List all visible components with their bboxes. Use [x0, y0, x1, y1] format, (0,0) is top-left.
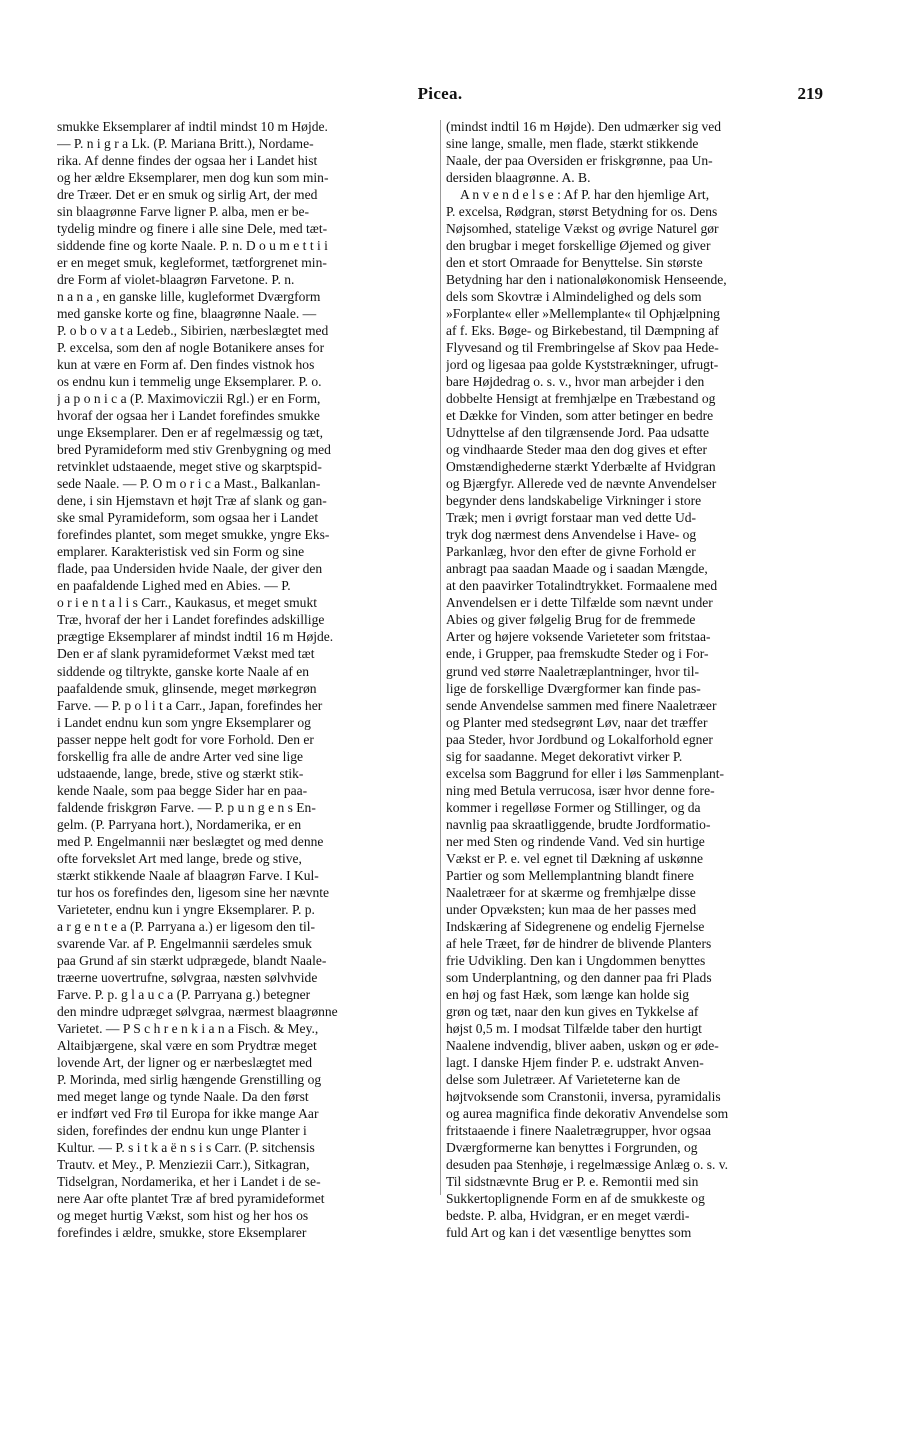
- text-line: Naale, der paa Oversiden er friskgrønne, paa Un-: [446, 153, 713, 169]
- text-line: Flyvesand og til Frembringelse af Skov paa Hede-: [446, 340, 719, 356]
- text-line: den brugbar i meget forskellige Øjemed og giver: [446, 238, 711, 254]
- text-line: med meget lange og tynde Naale. Da den først: [57, 1088, 309, 1104]
- text-line: bred Pyramideform med stiv Grenbygning og med: [57, 442, 331, 458]
- text-line: Varietet. — P S c h r e n k i a n a Fisch. & Mey.,: [57, 1020, 319, 1036]
- running-title: Picea.: [417, 84, 463, 103]
- text-line: af hele Træet, før de hindrer de blivende Planters: [446, 935, 712, 951]
- text-line: med P. Engelmannii nær beslægtet og med denne: [57, 833, 324, 849]
- text-line: siden, forefindes der endnu kun unge Planter i: [57, 1122, 307, 1138]
- text-line: passer neppe helt godt for vore Forhold. Den er: [57, 731, 314, 747]
- text-line: under Opvæksten; kun maa de her passes med: [446, 901, 697, 917]
- text-line: og meget hurtig Vækst, som hist og her hos os: [57, 1208, 309, 1223]
- text-line: grund ved større Naaletræplantninger, hvor til-: [446, 663, 700, 679]
- text-line: Naalene indvendig, bliver aaben, uskøn og er øde-: [446, 1037, 719, 1053]
- text-line: og aurea magnifica finde dekorativ Anvendelse som: [446, 1105, 729, 1121]
- right-column: [446, 118, 825, 1241]
- text-line: Tidselgran, Nordamerika, et her i Landet i de se-: [57, 1173, 321, 1189]
- text-line: paafaldende smuk, glinsende, meget mørkegrøn: [57, 680, 317, 696]
- page-number: 219: [797, 84, 823, 103]
- text-line: er indført ved Frø til Europa for ikke mange Aar: [57, 1105, 319, 1121]
- text-line: Sukkertoplignende Form en af de smukkeste og: [446, 1190, 705, 1206]
- text-line: højst 0,5 m. I modsat Tilfælde taber den hurtigt: [446, 1020, 702, 1036]
- text-line: gelm. (P. Parryana hort.), Nordamerika, er en: [57, 816, 302, 832]
- text-line: ning med Betula verrucosa, især hvor denne fore-: [446, 782, 715, 798]
- text-line: tydelig mindre og finere i alle sine Dele, med tæt-: [57, 221, 328, 237]
- text-line: udstaaende, lange, brede, stive og stærkt stik-: [57, 765, 304, 781]
- text-line: Arter og højere voksende Varieteter som fritstaa-: [446, 629, 711, 645]
- text-line: fritstaaende i finere Naaletrægrupper, hvor ogsaa: [446, 1122, 712, 1138]
- text-line: bare Højdedrag o. s. v., hvor man arbejder i den: [446, 374, 705, 390]
- text-line: Træ, hvoraf der her i Landet forefindes adskillige: [57, 612, 325, 628]
- text-line: dersiden blaagrønne. A. B.: [446, 170, 591, 186]
- text-line: Varieteter, endnu kun i yngre Eksemplarer. P. p.: [57, 901, 315, 917]
- text-line: P. excelsa, Rødgran, størst Betydning for os. Dens: [446, 204, 718, 220]
- text-line: den mindre udpræget sølvgraa, nærmest blaagrønne: [57, 1003, 338, 1019]
- text-line: excelsa som Baggrund for eller i løs Sammenplant-: [446, 765, 725, 781]
- text-line: og her ældre Eksemplarer, men dog kun som min-: [57, 170, 329, 186]
- text-line: Nøjsomhed, statelige Vækst og øvrige Naturel gør: [446, 221, 719, 237]
- text-line: kun at være en Form af. Den findes vistnok hos: [57, 357, 315, 373]
- text-line: lovende Art, der ligner og er nærbeslægtet med: [57, 1054, 313, 1070]
- text-line: og Bjærgfyr. Allerede ved de nævnte Anvendelser: [446, 476, 717, 492]
- text-line: dels som Skovtræ i Almindelighed og dels som: [446, 289, 702, 305]
- left-column: [57, 118, 436, 1241]
- text-line: nere Aar ofte plantet Træ af bred pyramideformet: [57, 1190, 325, 1206]
- text-line: tryk dog nærmest dens Anvendelse i Have- og: [446, 527, 697, 543]
- text-line: kommer i regelløse Former og Stillinger, og da: [446, 799, 701, 815]
- text-line: sede Naale. — P. O m o r i c a Mast., Balkanlan-: [57, 476, 321, 492]
- text-line: lige de forskellige Dværgformer kan finde pas-: [446, 680, 701, 696]
- text-line: begynder dens landskabelige Virkninger i store: [446, 493, 702, 509]
- text-line: med ganske korte og fine, blaagrønne Naale. —: [57, 306, 317, 322]
- text-line: Dværgformerne kan benyttes i Forgrunden, og: [446, 1139, 698, 1155]
- text-line: navnlig paa skraatliggende, brudte Jordformatio-: [446, 816, 711, 832]
- text-line: lagt. I danske Hjem finder P. e. udstrakt Anven-: [446, 1054, 704, 1070]
- text-line: sig for saadanne. Meget dekorativt virker P.: [446, 748, 683, 764]
- text-line: Naaletræer for at skærme og fremhjælpe disse: [446, 884, 696, 900]
- text-line: n a n a , en ganske lille, kugleformet Dværgform: [57, 289, 321, 305]
- text-line: forskellig fra alle de andre Arter ved sine lige: [57, 748, 304, 764]
- text-line: prægtige Eksemplarer af mindst indtil 16 m Højde.: [57, 629, 334, 645]
- text-line: og Planter med stedsegrønt Løv, naar det træffer: [446, 714, 708, 730]
- text-line: Altaibjærgene, skal være en som Prydtræ meget: [57, 1037, 317, 1053]
- text-line: flade, paa Undersiden hvide Naale, der giver den: [57, 561, 323, 577]
- text-line: er en meget smuk, kegleformet, tætforgrenet min-: [57, 255, 327, 271]
- text-line: sine lange, smalle, men flade, stærkt stikkende: [446, 136, 699, 152]
- column-divider: [440, 120, 441, 1195]
- text-line: »Forplante« eller »Mellemplante« til Ophjælpning: [446, 306, 720, 322]
- text-line: Indskæring af Sidegrenene og endelig Fjernelse: [446, 918, 705, 934]
- text-line: Træk; men i øvrigt forstaar man ved dette Ud-: [446, 510, 697, 526]
- text-line: en høj og fast Hæk, som længe kan holde sig: [446, 986, 690, 1002]
- text-line: Anvendelsen er i dette Tilfælde som nævnt under: [446, 595, 713, 611]
- text-line: Partier og som Mellemplantning blandt finere: [446, 867, 694, 883]
- text-line: svarende Var. af P. Engelmannii særdeles smuk: [57, 935, 312, 951]
- text-line: Den er af slank pyramideformet Vækst med tæt: [57, 646, 315, 662]
- text-line: hvoraf der ogsaa her i Landet forefindes smukke: [57, 408, 320, 424]
- text-line: dre Form af violet-blaagrøn Farvetone. P. n.: [57, 272, 295, 288]
- text-line: et Dække for Vinden, som atter betinger en bedre: [446, 408, 714, 424]
- text-line: den et stort Omraade for Benyttelse. Sin største: [446, 255, 703, 271]
- text-line: Omstændighederne stærkt Yderbælte af Hvidgran: [446, 459, 716, 475]
- text-line: rika. Af denne findes der ogsaa her i Landet hist: [57, 153, 318, 169]
- text-line: forefindes plantet, som meget smukke, yngre Eks-: [57, 527, 330, 543]
- text-line: desuden paa Stenhøje, i regelmæssige Anlæg o. s. v.: [446, 1156, 729, 1172]
- text-line: dre Træer. Det er en smuk og sirlig Art, der med: [57, 187, 318, 203]
- text-line: grøn og tæt, naar den kun gives en Tykkelse af: [446, 1003, 699, 1019]
- text-line: ske smal Pyramideform, som ogsaa her i Landet: [57, 510, 319, 526]
- text-line: anbragt paa saadan Maade og i saadan Mængde,: [446, 561, 708, 577]
- text-line: sende Anvendelse sammen med finere Naaletræer: [446, 697, 717, 713]
- text-line: en paafaldende Lighed med en Abies. — P.: [57, 578, 291, 594]
- text-line: A n v e n d e l s e : Af P. har den hjemlige Art,: [460, 187, 710, 203]
- text-line: Vækst er P. e. vel egnet til Dækning af uskønne: [446, 850, 703, 866]
- text-line: Farve. P. p. g l a u c a (P. Parryana g.) betegner: [57, 986, 311, 1002]
- text-line: træerne uovertrufne, sølvgraa, næsten sølvhvide: [57, 969, 318, 985]
- text-line: j a p o n i c a (P. Maximoviczii Rgl.) er en Form,: [57, 391, 321, 407]
- text-line: o r i e n t a l i s Carr., Kaukasus, et meget smukt: [57, 595, 317, 611]
- text-line: forefindes i ældre, smukke, store Eksemplarer: [57, 1225, 307, 1241]
- text-line: siddende fine og korte Naale. P. n. D o u m e t t i i: [57, 238, 328, 254]
- text-line: bedste. P. alba, Hvidgran, er en meget værdi-: [446, 1208, 690, 1223]
- text-line: at den paavirker Totalindtrykket. Formaalene med: [446, 578, 718, 594]
- text-line: stærkt stikkende Naale af blaagrøn Farve. I Kul-: [57, 867, 319, 883]
- text-line: emplarer. Karakteristisk ved sin Form og sine: [57, 544, 305, 560]
- text-line: unge Eksemplarer. Den er af regelmæssig og tæt,: [57, 425, 323, 441]
- text-line: ner med Sten og rindende Vand. Ved sin hurtige: [446, 833, 705, 849]
- text-line: dobbelte Hensigt at fremhjælpe en Træbestand og: [446, 391, 716, 407]
- page-header: [57, 84, 823, 108]
- text-line: delse som Juletræer. Af Varieteterne kan de: [446, 1071, 681, 1087]
- text-line: Til sidstnævnte Brug er P. e. Remontii med sin: [446, 1173, 699, 1189]
- text-line: sin blaagrønne Farve ligner P. alba, men er be-: [57, 204, 310, 220]
- text-line: Betydning har den i nationaløkonomisk Henseende,: [446, 272, 727, 288]
- text-line: faldende friskgrøn Farve. — P. p u n g e n s En-: [57, 799, 316, 815]
- text-line: som Underplantning, og den danner paa fri Plads: [446, 969, 712, 985]
- text-line: tur hos os forefindes den, ligesom sine her nævnte: [57, 884, 330, 900]
- text-line: i Landet endnu kun som yngre Eksemplarer og: [57, 714, 311, 730]
- text-line: jord og ligesaa paa golde Kyststrækninger, ufrugt-: [446, 357, 719, 373]
- text-line: os endnu kun i temmelig unge Eksemplarer. P. o.: [57, 374, 322, 390]
- text-line: kende Naale, som paa begge Sider har en paa-: [57, 782, 308, 798]
- text-line: ofte forvekslet Art med lange, brede og stive,: [57, 850, 302, 866]
- text-line: siddende og tiltrykte, ganske korte Naale af en: [57, 663, 310, 679]
- text-line: og vindhaarde Steder maa den dog gives et efter: [446, 442, 708, 458]
- text-line: Udnyttelse af den tilgrænsende Jord. Paa udsatte: [446, 425, 709, 441]
- text-line: Trautv. et Mey., P. Menziezii Carr.), Sitkagran,: [57, 1156, 310, 1172]
- text-line: frie Udvikling. Den kan i Ungdommen benyttes: [446, 952, 706, 968]
- text-line: ende, i Grupper, paa fremskudte Steder og i For-: [446, 646, 709, 662]
- text-line: af f. Eks. Bøge- og Birkebestand, til Dæmpning af: [446, 323, 719, 339]
- text-line: Kultur. — P. s i t k a ë n s i s Carr. (P. sitchensis: [57, 1139, 315, 1155]
- text-line: P. Morinda, med sirlig hængende Grenstilling og: [57, 1071, 322, 1087]
- text-line: Abies og giver følgelig Brug for de fremmede: [446, 612, 696, 628]
- text-line: (mindst indtil 16 m Højde). Den udmærker sig ved: [446, 119, 722, 134]
- text-line: fuld Art og kan i det væsentlige benyttes som: [446, 1225, 692, 1241]
- text-line: højtvoksende som Cranstonii, inversa, pyramidalis: [446, 1088, 721, 1104]
- text-line: retvinklet udstaaende, meget stive og skarptspid-: [57, 459, 322, 475]
- text-line: dene, i sin Hjemstavn et højt Træ af slank og gan-: [57, 493, 327, 509]
- text-line: P. excelsa, som den af nogle Botanikere anses for: [57, 340, 325, 356]
- text-line: — P. n i g r a Lk. (P. Mariana Britt.), Nordame-: [57, 136, 314, 152]
- text-line: paa Steder, hvor Jordbund og Lokalforhold egner: [446, 731, 713, 747]
- text-line: P. o b o v a t a Ledeb., Sibirien, nærbeslægtet med: [57, 323, 329, 339]
- text-line: paa Grund af sin stærkt udprægede, blandt Naale-: [57, 952, 327, 968]
- text-line: Parkanlæg, hvor den efter de givne Forhold er: [446, 544, 696, 560]
- text-line: Farve. — P. p o l i t a Carr., Japan, forefindes her: [57, 697, 323, 713]
- text-line: smukke Eksemplarer af indtil mindst 10 m Højde.: [57, 119, 328, 134]
- text-line: a r g e n t e a (P. Parryana a.) er ligesom den til-: [57, 918, 316, 934]
